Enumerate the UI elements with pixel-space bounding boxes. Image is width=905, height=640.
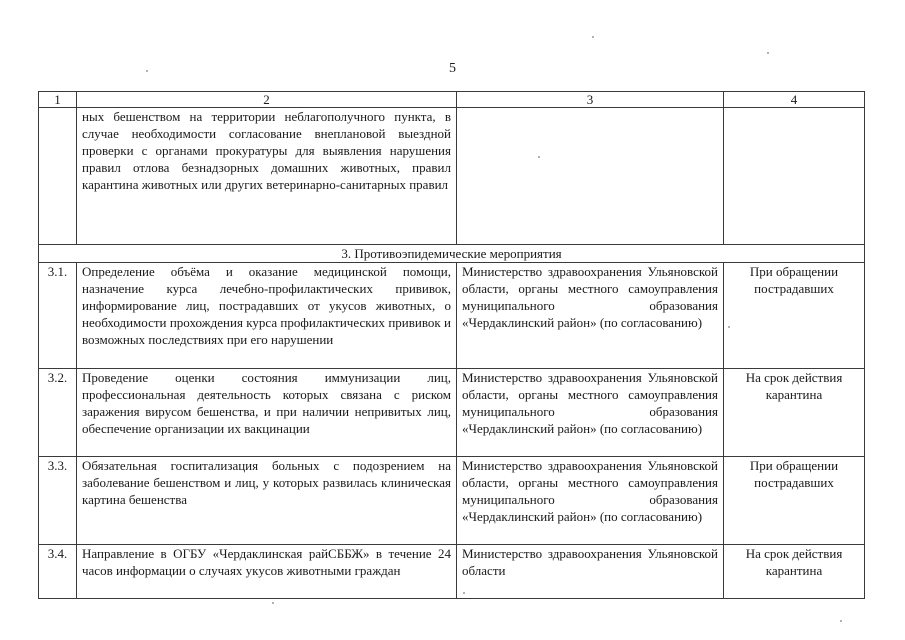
row-responsible: Министерство здравоохранения Ульяновской области, органы местного самоуправления муниципального образования «Чердаклинский район» (по согласованию) <box>457 457 724 545</box>
header-col-3: 3 <box>457 92 724 108</box>
row-number: 3.2. <box>39 369 77 457</box>
section-title: 3. Противоэпидемические мероприятия <box>39 245 865 263</box>
row-term: При обращении пострадавших <box>724 263 865 369</box>
row-responsible: Министерство здравоохранения Ульяновской области, органы местного самоуправления муниципального образования «Чердаклинский район» (по согласованию) <box>457 369 724 457</box>
row-responsible <box>457 108 724 245</box>
header-col-2: 2 <box>77 92 457 108</box>
row-description: Определение объёма и оказание медицинской помощи, назначение курса лечебно-профилактических прививок, информирование лиц, пострадавших от укусов животных, о необходимости прохождения курса профилактических прививок и возможных последствиях при его нарушении <box>77 263 457 369</box>
scan-speck <box>538 156 540 158</box>
row-description: Обязательная госпитализация больных с подозрением на заболевание бешенством и лиц, у которых развилась клиническая картина бешенства <box>77 457 457 545</box>
row-description: Проведение оценки состояния иммунизации лиц, профессиональная деятельность которых связана с риском заражения вирусом бешенства, и при наличии непривитых лиц, обеспечение организации их вакцинации <box>77 369 457 457</box>
row-term: На срок действия карантина <box>724 369 865 457</box>
row-responsible: Министерство здравоохранения Ульяновской области <box>457 545 724 599</box>
header-col-1: 1 <box>39 92 77 108</box>
row-term: На срок действия карантина <box>724 545 865 599</box>
scan-speck <box>146 70 148 72</box>
table-row <box>39 369 865 457</box>
section-title-row <box>39 245 865 263</box>
scan-speck <box>728 326 730 328</box>
row-number <box>39 108 77 245</box>
row-term <box>724 108 865 245</box>
scan-speck <box>463 592 465 594</box>
table-row-continuation <box>39 108 865 245</box>
row-number: 3.1. <box>39 263 77 369</box>
scan-speck <box>592 36 594 38</box>
row-term: При обращении пострадавших <box>724 457 865 545</box>
row-responsible: Министерство здравоохранения Ульяновской области, органы местного самоуправления муниципального образования «Чердаклинский район» (по согласованию) <box>457 263 724 369</box>
scan-speck <box>840 620 842 622</box>
scan-speck <box>767 52 769 54</box>
header-col-4: 4 <box>724 92 865 108</box>
row-number: 3.3. <box>39 457 77 545</box>
table-row <box>39 457 865 545</box>
row-description: ных бешенством на территории неблагополучного пункта, в случае необходимости согласование внеплановой выездной проверки с органами прокуратуры для выявления нарушения правил отлова безнадзорных домашних животных, правил карантина животных или других ветеринарно-санитарных правил <box>77 108 457 245</box>
table-row <box>39 545 865 599</box>
measures-table <box>38 91 865 599</box>
row-description: Направление в ОГБУ «Чердаклинская райСББЖ» в течение 24 часов информации о случаях укусов животными граждан <box>77 545 457 599</box>
table-row <box>39 263 865 369</box>
scan-speck <box>272 602 274 604</box>
row-number: 3.4. <box>39 545 77 599</box>
page-number: 5 <box>449 61 456 76</box>
table-header-row <box>39 92 865 108</box>
